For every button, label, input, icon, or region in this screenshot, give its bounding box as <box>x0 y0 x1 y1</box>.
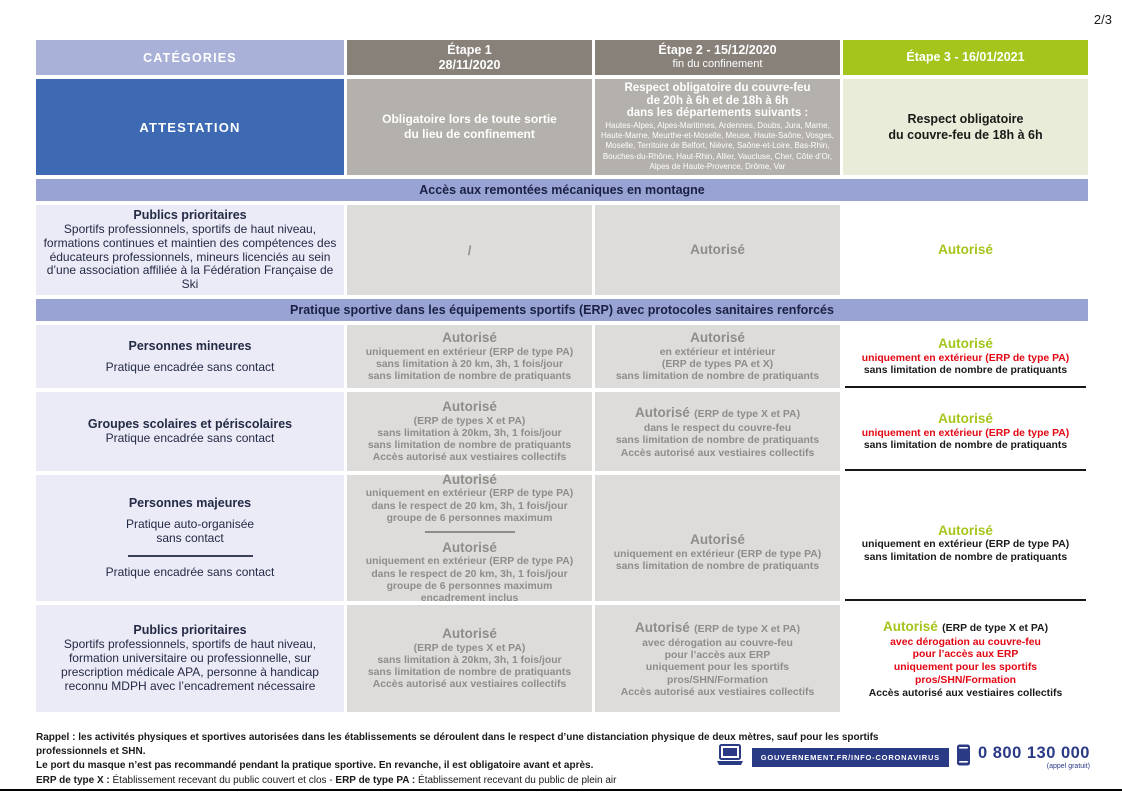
status-autorise: Autorisé <box>442 330 497 346</box>
condition-line: uniquement en extérieur (ERP de type PA) <box>365 488 574 500</box>
condition-line: groupe de 6 personnes maximum <box>386 512 553 524</box>
erp-x-label: ERP de type X : <box>36 774 110 786</box>
condition-line: groupe de 6 personnes maximum <box>386 580 553 592</box>
condition-line: sans limitation de nombre de pratiquants <box>863 551 1068 563</box>
attestation-departements-list: Hautes-Alpes, Alpes-Maritimes, Ardennes, Doubs, Jura, Marne, Haute-Marne, Meurthe-et-Moselle, Meuse, Haute-Saône, Vosges, Moselle, Territoire de Belfort, Nièvre, Saône-et-Loire, Bas-Rhin, Bouches-du-Rhône, Haut-Rhin, Allier, Vaucluse, Cher, Côte d’Or, Alpes de Haute-Provence, Drôme, Var <box>601 120 835 171</box>
category-personnes-majeures <box>36 475 344 601</box>
condition-line: Accès autorisé aux vestiaires collectifs <box>868 687 1063 699</box>
condition-line: sans limitation de nombre de pratiquants <box>863 440 1068 452</box>
condition-line-red: pour l’accès aux ERP <box>912 649 1019 661</box>
condition-line: uniquement en extérieur (ERP de type PA) <box>861 539 1070 551</box>
erp-pa-label: ERP de type PA : <box>335 774 416 786</box>
status-suffix: (ERP de type X et PA) <box>942 622 1049 634</box>
status-autorise: Autorisé <box>938 411 993 427</box>
condition-line: (ERP de types X et PA) <box>413 642 526 654</box>
column-header-etape2 <box>595 40 840 75</box>
condition-line: (ERP de types X et PA) <box>413 415 526 427</box>
etape1-title: Étape 1 <box>447 42 492 57</box>
erp-pa-definition: Établissement recevant du public de plein air <box>415 774 617 786</box>
category-description: Pratique encadrée sans contact <box>105 564 275 579</box>
remontees-etape2 <box>595 205 840 295</box>
condition-line-red: avec dérogation au couvre-feu <box>890 636 1041 648</box>
status-autorise: Autorisé <box>938 522 993 538</box>
condition-line: sans limitation à 20km, 3h, 1 fois/jour <box>377 655 562 667</box>
condition-line-red: uniquement pour les sportifs <box>893 662 1038 674</box>
condition-line: sans limitation de nombre de pratiquants <box>367 440 572 452</box>
status-autorise: Autorisé <box>938 242 993 258</box>
condition-line: Accès autorisé aux vestiaires collectifs <box>620 686 815 698</box>
prioritaires-etape1 <box>347 605 592 712</box>
category-divider <box>128 555 253 557</box>
condition-line: uniquement en extérieur (ERP de type PA) <box>365 556 574 568</box>
section-banner-remontees: Accès aux remontées mécaniques en montagne <box>36 179 1088 201</box>
status-autorise: Autorisé <box>442 471 497 487</box>
condition-line: uniquement en extérieur (ERP de type PA) <box>613 548 822 560</box>
prioritaires-etape2 <box>595 605 840 712</box>
condition-line: sans limitation de nombre de pratiquants <box>367 371 572 383</box>
bottom-divider <box>0 789 1122 791</box>
category-description: Sportifs professionnels, sportifs de haut niveau, formations continues et maintien des compétences des éducateurs professionnels, mineurs licenciés au sein d’une association affiliée à la Fédération Française de Ski <box>43 221 337 292</box>
category-publics-prioritaires <box>36 605 344 712</box>
scolaires-etape1 <box>347 392 592 471</box>
attestation-etape3-line1: Respect obligatoire <box>907 111 1024 126</box>
condition-line-red: pros/SHN/Formation <box>914 674 1017 686</box>
status-autorise: Autorisé <box>690 330 745 346</box>
condition-line: sans limitation de nombre de pratiquants <box>615 371 820 383</box>
mineures-etape1 <box>347 325 592 388</box>
category-description: Sportifs professionnels, sportifs de haut niveau, formation universitaire ou professionnelle, sur prescription médicale APA, personne à handicap reconnu MDPH avec l’encadrement nécessaire <box>61 637 319 693</box>
condition-line: sans limitation à 20 km, 3h, 1 fois/jour <box>375 359 564 371</box>
category-description: sans contact <box>156 531 224 546</box>
condition-line: en extérieur et intérieur <box>659 347 776 359</box>
etape2-title: Étape 2 - 15/12/2020 <box>658 43 777 58</box>
etape3-title: Étape 3 - 16/01/2021 <box>906 50 1025 64</box>
category-title: Groupes scolaires et périscolaires <box>87 417 293 432</box>
scolaires-etape2 <box>595 392 840 471</box>
cell-divider <box>425 531 515 533</box>
condition-line: Accès autorisé aux vestiaires collectifs <box>372 452 567 464</box>
government-contact-strip <box>715 744 1090 771</box>
status-autorise: Autorisé <box>690 242 745 258</box>
prioritaires-etape3 <box>843 605 1088 712</box>
not-applicable-value: / <box>467 242 472 258</box>
majeures-etape3 <box>843 475 1088 601</box>
laptop-icon <box>715 744 745 771</box>
status-autorise: Autorisé <box>690 532 745 548</box>
phone-icon <box>956 744 971 771</box>
column-header-etape3 <box>843 40 1088 75</box>
category-description: Pratique auto-organisée <box>125 517 255 532</box>
condition-line: Accès autorisé aux vestiaires collectifs <box>372 679 567 691</box>
majeures-etape1 <box>347 471 592 604</box>
phone-block <box>978 745 1090 770</box>
condition-line: uniquement en extérieur (ERP de type PA) <box>365 347 574 359</box>
category-title: Publics prioritaires <box>133 623 247 638</box>
status-autorise: Autorisé <box>634 620 690 636</box>
condition-line: encadrement inclus <box>420 592 519 604</box>
condition-line: sans limitation de nombre de pratiquants <box>863 365 1068 377</box>
attestation-etape1-line1: Obligatoire lors de toute sortie <box>382 112 557 126</box>
category-publics-prioritaires-ski <box>36 205 344 295</box>
attestation-etape1 <box>347 79 592 175</box>
attestation-etape3-line2: du couvre-feu de 18h à 6h <box>888 128 1043 142</box>
etape2-subtitle: fin du confinement <box>672 58 763 71</box>
footer-masque-line: Le port du masque n’est pas recommandé pendant la pratique sportive. En revanche, il est obligatoire avant et après. <box>36 760 594 772</box>
majeures-etape2 <box>595 475 840 601</box>
column-header-categories: CATÉGORIES <box>36 40 344 75</box>
footer-erp-definitions <box>36 774 896 788</box>
phone-free-call-note: (appel gratuit) <box>1046 762 1090 770</box>
condition-line: sans limitation de nombre de pratiquants <box>615 560 820 572</box>
attestation-etape2-bold1: Respect obligatoire du couvre-feu <box>624 81 811 94</box>
column-header-etape1 <box>347 40 592 75</box>
status-autorise: Autorisé <box>938 336 993 352</box>
restrictions-table <box>36 40 1088 712</box>
condition-line: dans le respect du couvre-feu <box>643 423 792 435</box>
condition-line: sans limitation de nombre de pratiquants <box>367 667 572 679</box>
condition-line: avec dérogation au couvre-feu <box>642 638 793 650</box>
category-description: Pratique encadrée sans contact <box>105 359 275 374</box>
attestation-etape2-bold3: dans les départements suivants : <box>626 107 809 120</box>
page-number: 2/3 <box>1093 12 1112 27</box>
mineures-etape3 <box>843 325 1088 388</box>
attestation-etape3 <box>843 79 1088 175</box>
attestation-label: ATTESTATION <box>36 79 344 175</box>
category-groupes-scolaires <box>36 392 344 471</box>
phone-number: 0 800 130 000 <box>977 744 1090 763</box>
category-title: Publics prioritaires <box>133 207 247 222</box>
condition-line-red: uniquement en extérieur (ERP de type PA) <box>861 427 1070 439</box>
attestation-etape1-line2: du lieu de confinement <box>404 127 535 141</box>
section-banner-pratique-sportive: Pratique sportive dans les équipements sportifs (ERP) avec protocoles sanitaires renforcés <box>36 299 1088 321</box>
erp-x-definition: Établissement recevant du public couvert et clos - <box>109 774 336 786</box>
status-autorise: Autorisé <box>634 405 690 421</box>
category-description: Pratique encadrée sans contact <box>105 431 275 446</box>
remontees-etape1 <box>347 205 592 295</box>
status-suffix: (ERP de type X et PA) <box>694 409 801 421</box>
mineures-etape2 <box>595 325 840 388</box>
gouvernement-fr-badge: GOUVERNEMENT.FR/INFO-CORONAVIRUS <box>752 748 949 767</box>
status-suffix: (ERP de type X et PA) <box>694 624 801 636</box>
condition-line: dans le respect de 20 km, 3h, 1 fois/jour <box>371 500 568 512</box>
condition-line: uniquement pour les sportifs <box>645 662 790 674</box>
condition-line: Accès autorisé aux vestiaires collectifs <box>620 447 815 459</box>
etape1-date: 28/11/2020 <box>438 57 501 72</box>
attestation-etape2 <box>595 79 840 175</box>
condition-line: dans le respect de 20 km, 3h, 1 fois/jour <box>371 568 568 580</box>
category-title: Personnes mineures <box>128 338 252 353</box>
condition-line-red: uniquement en extérieur (ERP de type PA) <box>861 352 1070 364</box>
status-autorise: Autorisé <box>882 618 938 634</box>
category-title: Personnes majeures <box>128 496 252 511</box>
condition-line: (ERP de types PA et X) <box>661 359 774 371</box>
condition-line: pour l’accès aux ERP <box>664 650 771 662</box>
category-personnes-mineures <box>36 325 344 388</box>
footer-rappel-line: Rappel : les activités physiques et sportives autorisées dans les établissements se déroulent dans le respect d’une distanciation physique de deux mètres, sauf pour les sportifs professionnels et SHN. <box>36 732 879 758</box>
scolaires-etape3 <box>843 392 1088 471</box>
remontees-etape3 <box>843 205 1088 295</box>
status-autorise: Autorisé <box>442 399 497 415</box>
condition-line: sans limitation de nombre de pratiquants <box>615 435 820 447</box>
status-autorise: Autorisé <box>442 539 497 555</box>
condition-line: sans limitation à 20km, 3h, 1 fois/jour <box>377 428 562 440</box>
attestation-etape2-bold2: de 20h à 6h et de 18h à 6h <box>646 94 789 107</box>
condition-line: pros/SHN/Formation <box>666 674 769 686</box>
status-autorise: Autorisé <box>442 626 497 642</box>
